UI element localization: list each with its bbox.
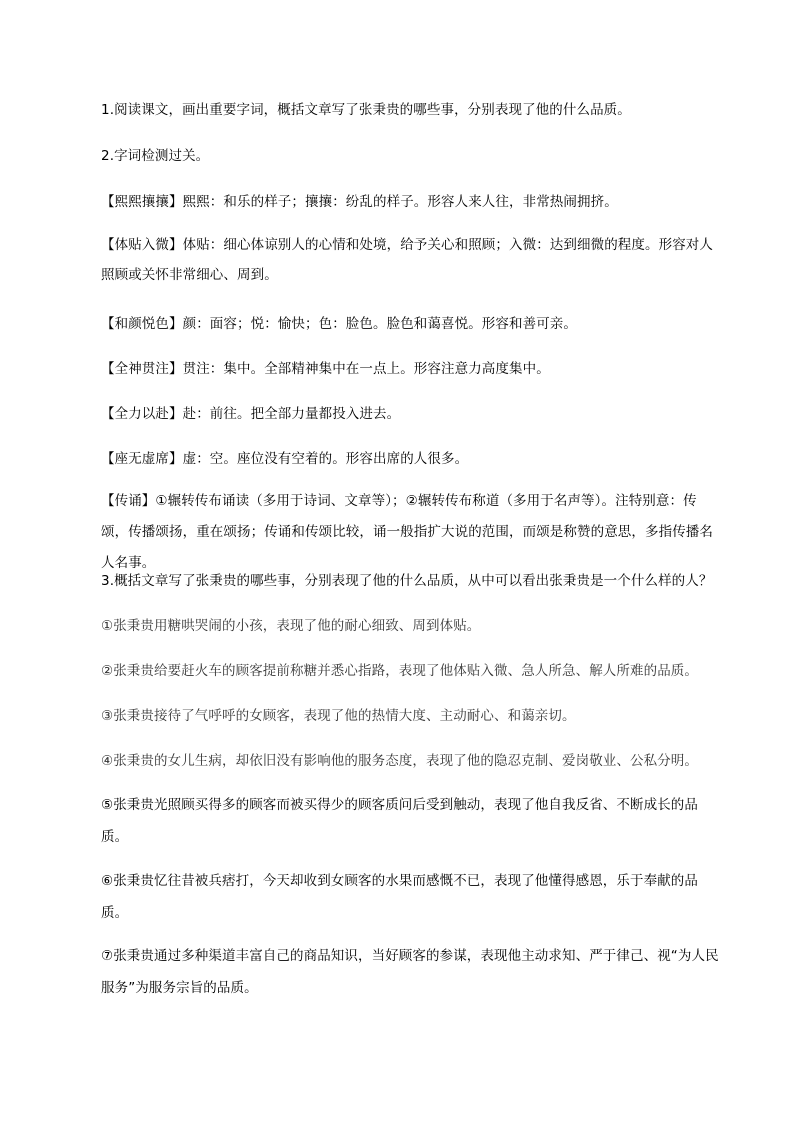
question-3: 3.概括文章写了张秉贵的哪些事，分别表现了他的什么品质，从中可以看出张秉贵是一个什么样的人？: [101, 573, 713, 589]
vocab-entry-quanliyifu: 【全力以赴】赴：前往。把全部力量都投入进去。: [101, 406, 401, 422]
vocab-entry-quanshenguanzhu: 【全神贯注】贯注：集中。全部精神集中在一点上。形容注意力高度集中。: [101, 361, 550, 377]
vocab-entry-heyanyuese: 【和颜悦色】颜：面容；悦：愉快；色：脸色。脸色和蔼喜悦。形容和善可亲。: [101, 316, 577, 332]
answer-item-1: ①张秉贵用糖哄哭闹的小孩，表现了他的耐心细致、周到体贴。: [101, 618, 481, 634]
question-2: 2.字词检测过关。: [101, 148, 210, 164]
answer-item-6: ⑥张秉贵忆往昔被兵痞打，今天却收到女顾客的水果而感慨不已，表现了他懂得感恩，乐于奉献的品质。: [101, 873, 699, 921]
answer-item-4: ④张秉贵的女儿生病，却依旧没有影响他的服务态度，表现了他的隐忍克制、爱岗敬业、公私分明。: [101, 753, 699, 769]
answer-item-2: ②张秉贵给要赶火车的顾客提前称糖并悉心指路，表现了他体贴入微、急人所急、解人所难的品质。: [101, 663, 699, 679]
vocab-entry-tietierumei: 【体贴入微】体贴：细心体谅别人的心情和处境，给予关心和照顾；入微：达到细微的程度。形容对人照顾或关怀非常细心、周到。: [101, 237, 713, 283]
answer-item-7: ⑦张秉贵通过多种渠道丰富自己的商品知识，当好顾客的参谋，表现他主动求知、严于律己、视“为人民服务”为服务宗旨的品质。: [101, 948, 719, 996]
vocab-entry-zuowuxuxi: 【座无虚席】虚：空。座位没有空着的。形容出席的人很多。: [101, 451, 469, 467]
vocab-entry-chuansong: 【传诵】①辗转传布诵读（多用于诗词、文章等）；②辗转传布称道（多用于名声等）。注特别意：传颂，传播颂扬，重在颂扬；传诵和传颂比较，诵一般指扩大说的范围，而颂是称赞的意思，多指传播名人名事。: [101, 493, 713, 571]
answer-item-3: ③张秉贵接待了气呼呼的女顾客，表现了他的热情大度、主动耐心、和蔼亲切。: [101, 708, 576, 724]
answer-item-5: ⑤张秉贵光照顾买得多的顾客而被买得少的顾客质问后受到触动，表现了他自我反省、不断成长的品质。: [101, 797, 699, 845]
question-1: 1.阅读课文，画出重要字词，概括文章写了张秉贵的哪些事，分别表现了他的什么品质。: [101, 102, 631, 118]
vocab-entry-xixirangrang: 【熙熙攘攘】熙熙：和乐的样子；攘攘：纷乱的样子。形容人来人往，非常热闹拥挤。: [101, 194, 618, 210]
